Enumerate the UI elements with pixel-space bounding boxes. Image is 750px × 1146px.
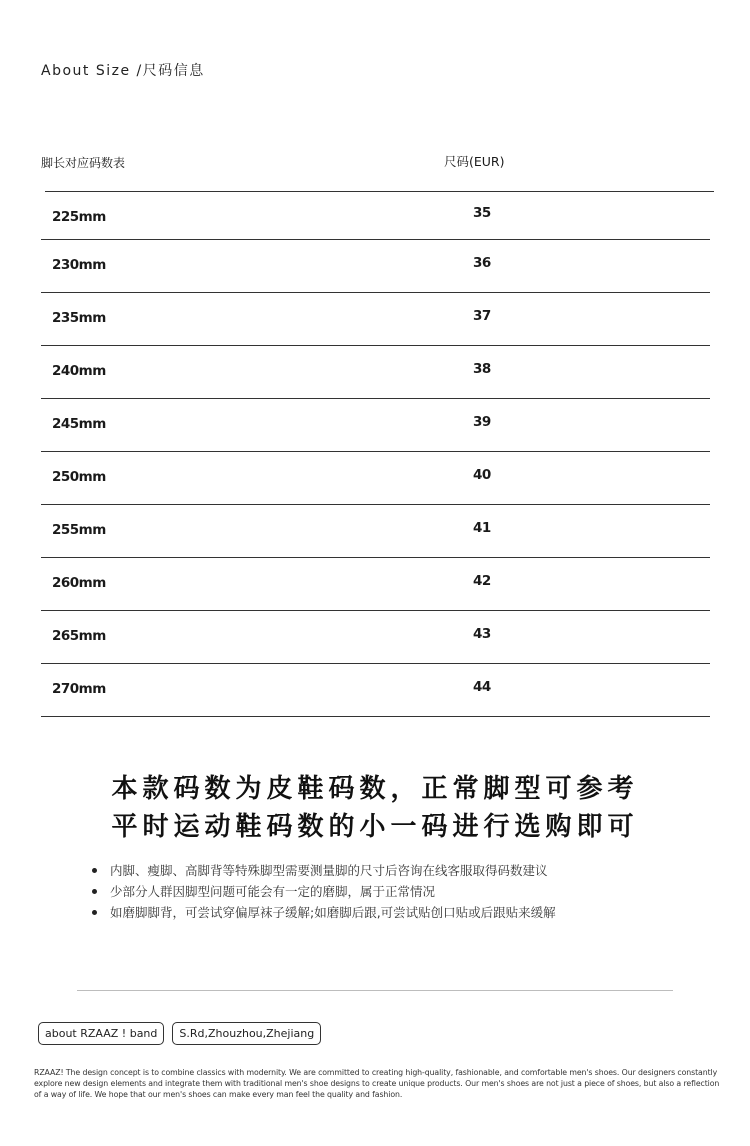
size-notice-line-1: 本款码数为皮鞋码数，正常脚型可参考 bbox=[111, 774, 639, 804]
brand-tag: about RZAAZ ! band bbox=[38, 1022, 164, 1045]
table-row bbox=[41, 505, 710, 558]
page-title: About Size /尺码信息 bbox=[41, 63, 205, 79]
foot-length-cell: 245mm bbox=[52, 416, 106, 432]
table-row bbox=[41, 346, 710, 399]
eur-size-cell: 41 bbox=[473, 520, 491, 536]
foot-length-cell: 265mm bbox=[52, 628, 106, 644]
address-tag: S.Rd,Zhouzhou,Zhejiang bbox=[172, 1022, 321, 1045]
brand-tags bbox=[38, 1022, 321, 1045]
fit-tips-list bbox=[90, 860, 710, 923]
foot-length-cell: 230mm bbox=[52, 257, 106, 273]
size-table-header bbox=[0, 150, 750, 174]
eur-size-cell: 39 bbox=[473, 414, 491, 430]
table-row bbox=[41, 192, 710, 240]
table-row bbox=[41, 452, 710, 505]
list-item: 如磨脚脚背，可尝试穿偏厚袜子缓解;如磨脚后跟,可尝试贴创口贴或后跟贴来缓解 bbox=[90, 902, 710, 923]
table-row bbox=[41, 558, 710, 611]
foot-length-cell: 240mm bbox=[52, 363, 106, 379]
eur-size-cell: 43 bbox=[473, 626, 491, 642]
table-row bbox=[41, 664, 710, 717]
list-item: 内脚、瘦脚、高脚背等特殊脚型需要测量脚的尺寸后咨询在线客服取得码数建议 bbox=[90, 860, 710, 881]
eur-size-cell: 38 bbox=[473, 361, 491, 377]
foot-length-cell: 270mm bbox=[52, 681, 106, 697]
list-item: 少部分人群因脚型问题可能会有一定的磨脚，属于正常情况 bbox=[90, 881, 710, 902]
foot-length-cell: 260mm bbox=[52, 575, 106, 591]
brand-description: RZAAZ! The design concept is to combine classics with modernity. We are committed to creating high-quality, fashionable, and comfortable men's shoes. Our designers constantly explore new design elements and integrate them with traditional men's shoe designs to create unique products. Our men's shoes are not just a piece of shoes, but also a reflection of a way of life. We hope that our men's shoes can make every man feel the quality and fashion. bbox=[34, 1068, 720, 1099]
eur-size-cell: 35 bbox=[473, 205, 491, 221]
table-row bbox=[41, 293, 710, 346]
table-row bbox=[41, 240, 710, 293]
eur-size-column-header: 尺码(EUR) bbox=[444, 154, 505, 169]
footer-divider bbox=[77, 990, 673, 991]
eur-size-cell: 36 bbox=[473, 255, 491, 271]
foot-length-cell: 255mm bbox=[52, 522, 106, 538]
foot-length-cell: 250mm bbox=[52, 469, 106, 485]
foot-length-cell: 225mm bbox=[52, 209, 106, 225]
eur-size-cell: 40 bbox=[473, 467, 491, 483]
foot-length-column-header: 脚长对应码数表 bbox=[41, 156, 126, 170]
foot-length-cell: 235mm bbox=[52, 310, 106, 326]
size-notice-line-2: 平时运动鞋码数的小一码进行选购即可 bbox=[111, 812, 639, 842]
eur-size-cell: 37 bbox=[473, 308, 491, 324]
size-table bbox=[41, 192, 710, 717]
eur-size-cell: 42 bbox=[473, 573, 491, 589]
eur-size-cell: 44 bbox=[473, 679, 491, 695]
table-row bbox=[41, 399, 710, 452]
table-row bbox=[41, 611, 710, 664]
